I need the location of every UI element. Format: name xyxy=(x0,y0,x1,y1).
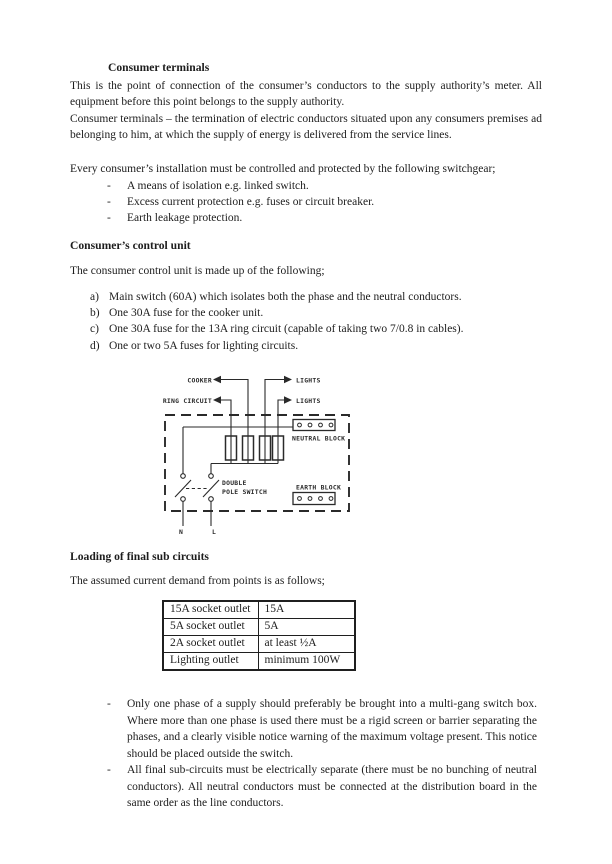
lights-top-label: LIGHTS xyxy=(296,376,321,385)
table-row xyxy=(163,619,355,636)
double-pole-switch-label-1: DOUBLE xyxy=(222,478,247,487)
dash-bullet: - xyxy=(107,196,111,209)
letter-bullet: b) xyxy=(90,307,100,320)
list-item xyxy=(70,178,542,194)
list-item xyxy=(70,194,542,210)
final-subcircuits-list xyxy=(70,696,542,812)
table-cell-demand: 5A xyxy=(258,619,355,636)
list-item xyxy=(70,321,542,337)
letter-bullet: a) xyxy=(90,291,99,304)
earth-terminal-block xyxy=(293,483,341,504)
list-item xyxy=(70,305,542,321)
neutral-terminal-label: N xyxy=(179,527,184,536)
section-heading-control-unit: Consumer’s control unit xyxy=(70,238,191,252)
list-item xyxy=(70,762,542,812)
switch-contact xyxy=(181,497,186,502)
neutral-block-label: NEUTRAL BLOCK xyxy=(292,434,346,443)
list-item-text: One 30A fuse for the 13A ring circuit (capable of taking two 7/0.8 in cables). xyxy=(109,323,464,336)
switch-contact xyxy=(209,474,214,479)
fuse-bus xyxy=(211,463,278,473)
section-heading-loading: Loading of final sub circuits xyxy=(70,549,209,563)
list-item-text: All final sub-circuits must be electrically separate (there must be no bunching of neutral conductors). All neutral conductors must be connected at the distribution board in the same order as the line conductors. xyxy=(127,764,537,810)
list-item-text: A means of isolation e.g. linked switch. xyxy=(127,180,309,193)
list-item-text: Excess current protection e.g. fuses or circuit breaker. xyxy=(127,196,375,209)
dash-bullet: - xyxy=(107,180,111,193)
table-intro: The assumed current demand from points is as follows; xyxy=(70,574,325,587)
table-cell-outlet: 15A socket outlet xyxy=(163,601,258,619)
list-item xyxy=(70,210,542,226)
list-item-text: Main switch (60A) which isolates both the phase and the neutral conductors. xyxy=(109,291,462,304)
dash-bullet: - xyxy=(107,212,111,225)
arrow-right-icon xyxy=(284,376,292,383)
list-item-text: One or two 5A fuses for lighting circuits. xyxy=(109,339,299,352)
switchgear-intro: Every consumer’s installation must be controlled and protected by the following switchgear; xyxy=(70,162,496,175)
switch-contact xyxy=(209,497,214,502)
control-unit-intro: The consumer control unit is made up of the following; xyxy=(70,264,325,277)
arrow-right-icon xyxy=(284,396,292,403)
arrow-left-icon xyxy=(213,376,221,383)
consumer-unit-diagram xyxy=(158,372,398,540)
list-item xyxy=(70,696,542,762)
list-item-text: Earth leakage protection. xyxy=(127,212,243,225)
double-pole-switch-label-2: POLE SWITCH xyxy=(222,487,268,496)
cooker-label: COOKER xyxy=(187,376,212,385)
neutral-terminal-block xyxy=(292,419,345,442)
earth-block-label: EARTH BLOCK xyxy=(296,483,342,492)
switch-contact xyxy=(181,474,186,479)
list-item xyxy=(70,338,542,354)
table-cell-outlet: Lighting outlet xyxy=(163,653,258,671)
letter-bullet: c) xyxy=(90,323,99,336)
list-item xyxy=(70,289,542,305)
switchgear-list xyxy=(70,178,542,227)
arrow-left-icon xyxy=(213,396,221,403)
table-cell-demand: minimum 100W xyxy=(258,653,355,671)
dash-bullet: - xyxy=(107,698,111,711)
letter-bullet: d) xyxy=(90,339,100,352)
table-cell-outlet: 5A socket outlet xyxy=(163,619,258,636)
consumer-unit-schematic xyxy=(158,372,390,540)
table-row xyxy=(163,601,355,619)
table-cell-outlet: 2A socket outlet xyxy=(163,636,258,653)
line-terminal-label: L xyxy=(212,527,217,536)
supply-leads xyxy=(179,501,216,536)
control-unit-list xyxy=(70,289,542,354)
paragraph-terminals-definition: Consumer terminals – the termination of electric conductors situated upon any consumers premises ad belonging to him, at which the supply of energy is delivered from the service lines. xyxy=(70,112,542,142)
lights-bottom-label: LIGHTS xyxy=(296,396,321,405)
current-demand-table xyxy=(162,600,356,671)
table-cell-demand: 15A xyxy=(258,601,355,619)
ring-circuit-label: RING CIRCUIT xyxy=(162,396,212,405)
list-item-text: One 30A fuse for the cooker unit. xyxy=(109,307,264,320)
table-cell-demand: at least ½A xyxy=(258,636,355,653)
list-item-text: Only one phase of a supply should preferably be brought into a multi-gang switch box. Where more than one phase is used there must be a rigid screen or barrier separating the phases, and a clearly visible notice warning of the maximum voltage present. This notice should be placed outside the switch. xyxy=(127,698,537,760)
table-row xyxy=(163,636,355,653)
dash-bullet: - xyxy=(107,764,111,777)
section-heading-consumer-terminals: Consumer terminals xyxy=(108,61,210,74)
paragraph-connection-point: This is the point of connection of the consumer’s conductors to the supply authority’s meter. All equipment before this point belongs to the supply authority. xyxy=(70,80,542,109)
cooker-lead xyxy=(187,376,248,464)
fuse-bank xyxy=(226,436,284,460)
neutral-wire xyxy=(183,427,293,474)
ring-circuit-lead xyxy=(163,396,231,463)
table-row xyxy=(163,653,355,671)
double-pole-switch xyxy=(175,474,267,502)
